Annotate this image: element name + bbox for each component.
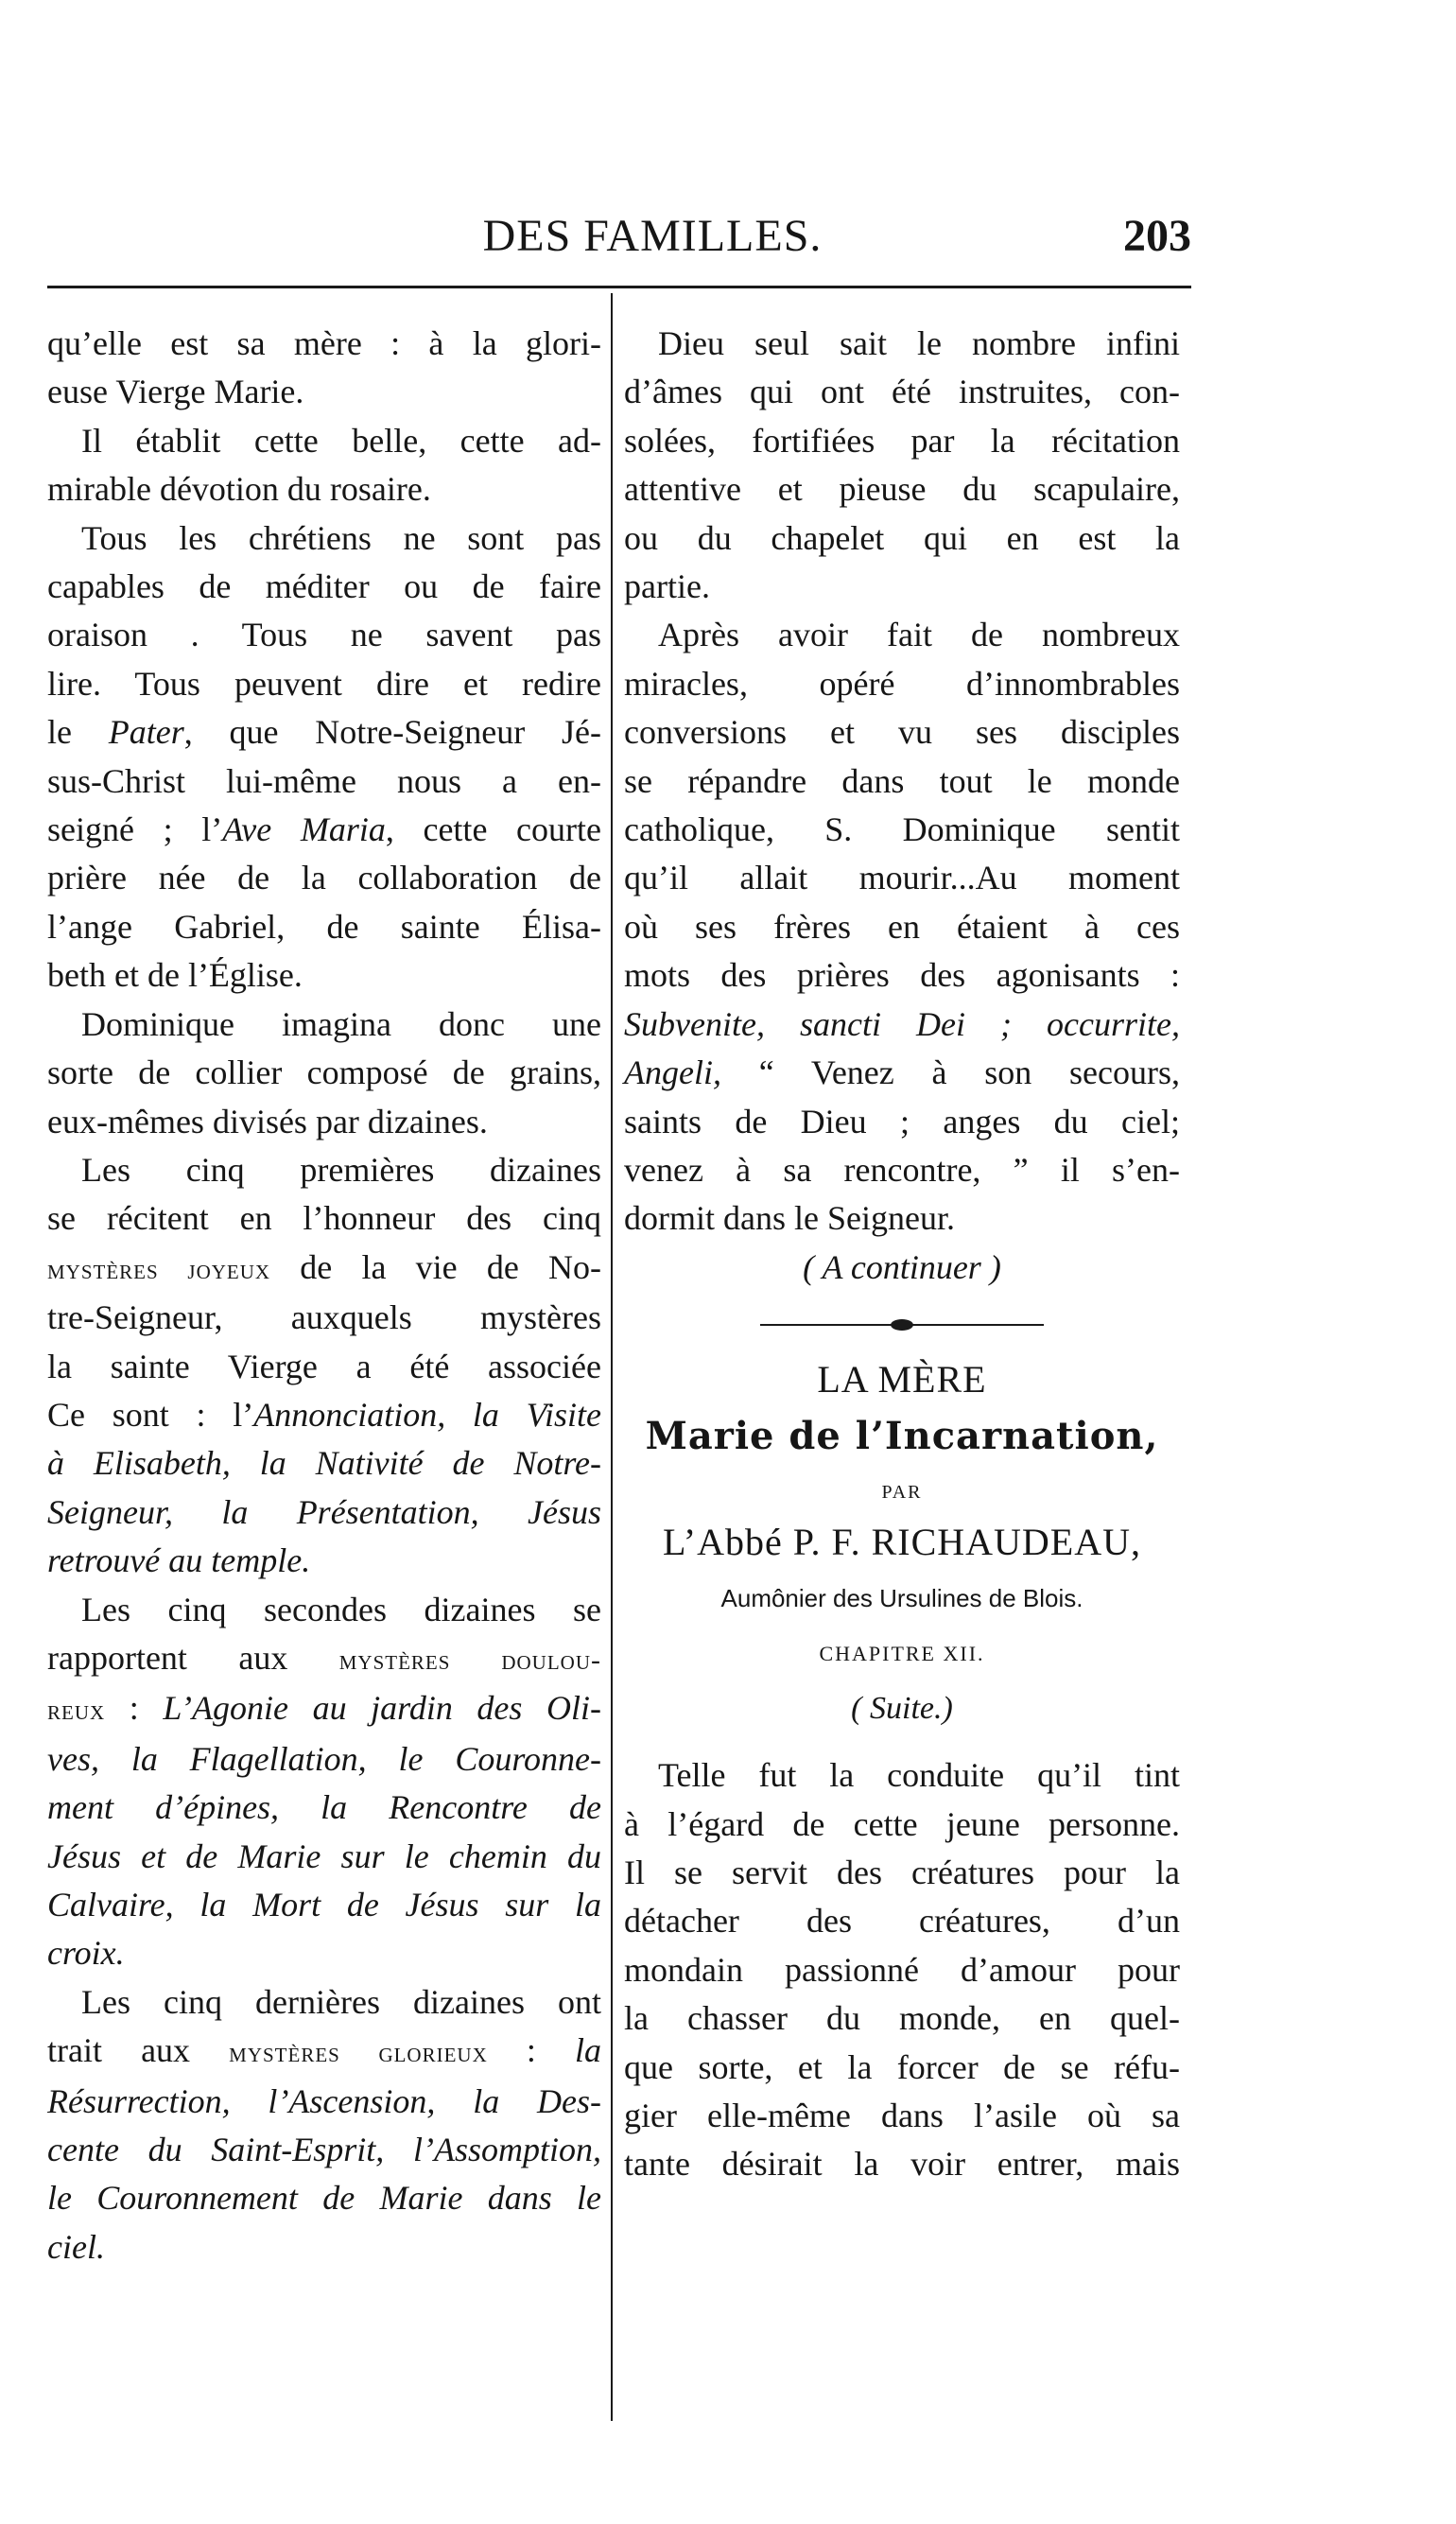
author-role: Aumônier des Ursulines de Blois. [720,1584,1083,1613]
text-run: : [487,2031,575,2070]
text-line: oraison . Tous ne savent pas [47,616,601,654]
text-run-smallcaps: mystères joyeux [47,1253,271,1285]
text-line: l’ange Gabriel, de sainte Élisa- [47,907,601,946]
text-line: où ses frères en étaient à ces [624,907,1180,946]
text-line: la sainte Vierge a été associée [47,1347,601,1385]
text-line: qu’il allait mourir...Au moment [624,859,1180,897]
text-line: miracles, opéré d’innombrables [624,664,1180,703]
text-line [47,2174,601,2222]
text-run-italic: Pater [108,713,184,752]
text-line: Les cinq premières dizaines [81,1150,601,1189]
text-run-italic: Subvenite, sancti Dei ; occurrite, [624,1004,1180,1043]
text-line [47,2126,601,2174]
text-run-italic: à Elisabeth, la Nativité de Notre- [47,1444,601,1483]
text-line: Dieu seul sait le nombre infini [658,324,1180,362]
text-line [47,1391,601,1439]
text-run-smallcaps: reux [47,1695,106,1727]
left-column [47,320,601,2272]
text-line: Dominique imagina donc une [81,1004,601,1043]
text-line: Telle fut la conduite qu’il tint [658,1756,1180,1795]
text-line: se répandre dans tout le monde [624,761,1180,800]
text-line [47,1488,601,1537]
text-line [47,1881,601,1929]
text-run: le [47,713,109,752]
text-line: à l’égard de cette jeune personne. [624,1804,1180,1843]
text-run-italic: ment d’épines, la Rencontre de [47,1788,601,1827]
text-line [47,2027,601,2077]
text-run: Ce sont : l’ [47,1395,254,1434]
text-line [47,1929,601,1977]
text-run-italic: retrouvé au temple. [47,1541,311,1580]
text-run-italic: ves, la Flagellation, le Couronne- [47,1739,601,1778]
text-line: mondain passionné d’amour pour [624,1950,1180,1989]
text-line [47,1684,601,1734]
text-line: venez à sa rencontre, ” il s’en- [624,1150,1180,1189]
text-line: gier elle-même dans l’asile où sa [624,2096,1180,2134]
text-line: beth et de l’Église. [47,956,303,995]
text-line: partie. [624,567,710,606]
text-line: eux-mêmes divisés par dizaines. [47,1102,488,1140]
text-line: Il établit cette belle, cette ad- [81,421,601,460]
text-run: de la vie de No- [270,1247,601,1286]
text-line [47,806,601,854]
section-divider [760,1324,1044,1326]
text-run: “ Venez à son secours, [720,1053,1180,1092]
text-line: sus-Christ lui-même nous a en- [47,761,601,800]
to-be-continued-note: ( A continuer ) [803,1247,1001,1286]
text-run-italic: Angeli, [624,1053,721,1092]
divider-ornament [891,1319,913,1331]
text-line [47,1833,601,1881]
text-line: mots des prières des agonisants : [624,956,1180,995]
text-line: capables de méditer ou de faire [47,567,601,606]
author-name: L’Abbé P. F. RICHAUDEAU, [662,1521,1141,1564]
text-line: Il se servit des créatures pour la [624,1853,1180,1891]
text-run-italic: L’Agonie au jardin des Oli- [163,1689,601,1728]
running-title: DES FAMILLES. [482,211,823,261]
text-run: , que Notre-Seigneur Jé- [183,713,601,752]
text-line [47,1634,601,1684]
article-subtitle: Marie de l’Incarnation, [645,1414,1159,1459]
text-line: lire. Tous peuvent dire et redire [47,664,601,703]
text-run: : [105,1689,164,1728]
text-line: Les cinq dernières dizaines ont [81,1982,601,2021]
text-run-italic: Résurrection, l’Ascension, la Des- [47,2081,601,2120]
text-line: dormit dans le Seigneur. [624,1199,955,1238]
text-line [47,1735,601,1784]
text-line: prière née de la collaboration de [47,859,601,897]
text-line [624,1049,1180,1097]
suite-note: ( Suite.) [851,1691,953,1727]
text-run-italic: Calvaire, la Mort de Jésus sur la [47,1886,601,1923]
right-column [624,320,1180,2189]
byline-par: PAR [881,1482,923,1504]
text-line: la chasser du monde, en quel- [624,1999,1180,2038]
text-run-italic: Ave Maria [222,810,386,849]
text-line [47,708,601,757]
text-line [47,1537,601,1585]
text-line: tre-Seigneur, auxquels mystères [47,1298,601,1337]
text-line: d’âmes qui ont été instruites, con- [624,373,1180,411]
column-divider-rule [611,293,613,2421]
page-number: 203 [1123,211,1191,261]
text-line: ou du chapelet qui en est la [624,518,1180,557]
article-title: LA MÈRE [817,1358,987,1401]
text-line: euse Vierge Marie. [47,373,304,411]
header-rule [47,286,1191,288]
text-line: Après avoir fait de nombreux [658,616,1180,654]
text-run-italic: Jésus et de Marie sur le chemin du [47,1836,601,1875]
text-run: seigné ; l’ [47,810,223,849]
chapter-heading: CHAPITRE XII. [819,1642,985,1666]
text-line: détacher des créatures, d’un [624,1902,1180,1941]
text-run-italic: ciel. [47,2227,105,2266]
text-line: Les cinq secondes dizaines se [81,1590,601,1628]
text-line [47,2223,601,2272]
text-line: tante désirait la voir entrer, mais [624,2145,1180,2184]
running-head [47,210,1191,276]
text-line: se récitent en l’honneur des cinq [47,1199,601,1238]
text-line [47,2078,601,2126]
text-run-smallcaps: mystères glorieux [229,2037,488,2069]
text-line: Tous les chrétiens ne sont pas [81,518,601,557]
text-run-italic: Seigneur, la Présentation, Jésus [47,1492,601,1531]
text-line [47,1784,601,1832]
text-run: trait aux [47,2031,230,2070]
text-run-smallcaps: mystères doulou- [338,1644,601,1676]
text-line [47,1244,601,1294]
text-line: saints de Dieu ; anges du ciel; [624,1102,1180,1140]
text-run-italic: cente du Saint-Esprit, l’Assomption, [47,2131,601,2169]
text-run: , cette courte [385,810,601,849]
text-run: rapportent aux [47,1638,339,1677]
text-line [624,1001,1180,1049]
text-line [47,1439,601,1488]
text-line: sorte de collier composé de grains, [47,1053,601,1092]
text-line: attentive et pieuse du scapulaire, [624,470,1180,509]
text-line: que sorte, et la forcer de se réfu- [624,2047,1180,2086]
text-run-italic: croix. [47,1934,125,1973]
text-line: catholique, S. Dominique sentit [624,810,1180,849]
text-run-italic: Annonciation, la Visite [253,1395,601,1434]
text-line: mirable dévotion du rosaire. [47,470,431,509]
text-line: solées, fortifiées par la récitation [624,421,1180,460]
text-run-italic: le Couronnement de Marie dans le [47,2179,601,2218]
text-run-italic: la [574,2031,601,2070]
text-line: conversions et vu ses disciples [624,713,1180,752]
text-line: qu’elle est sa mère : à la glori- [47,324,601,362]
